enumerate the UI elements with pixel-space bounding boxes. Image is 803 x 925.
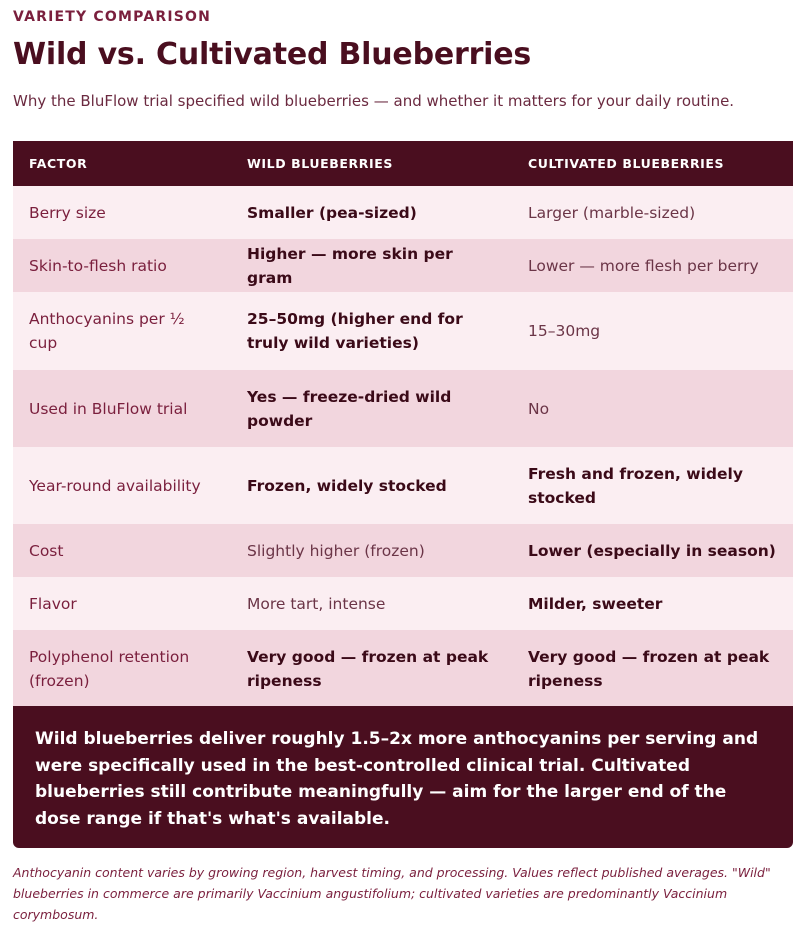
factor-cell: Flavor [13,577,231,630]
factor-cell: Year-round availability [13,447,231,524]
column-header-cultivated: CULTIVATED BLUEBERRIES [512,141,793,186]
section-eyebrow: VARIETY COMPARISON [13,9,212,25]
factor-cell: Polyphenol retention (frozen) [13,630,231,708]
cultivated-cell: No [512,370,793,447]
table-row [13,186,793,239]
column-header-factor: FACTOR [13,141,231,186]
cultivated-cell: Lower (especially in season) [512,524,793,577]
cultivated-cell: Very good — frozen at peak ripeness [512,630,793,708]
wild-cell: Slightly higher (frozen) [231,524,512,577]
table-row [13,239,793,292]
factor-cell: Berry size [13,186,231,239]
table-row [13,292,793,370]
column-header-wild: WILD BLUEBERRIES [231,141,512,186]
table-header [13,141,793,186]
page-title: Wild vs. Cultivated Blueberries [13,37,532,72]
table-header-row [13,141,793,186]
cultivated-cell: Larger (marble-sized) [512,186,793,239]
wild-cell: Smaller (pea-sized) [231,186,512,239]
table-row [13,370,793,447]
wild-cell: Yes — freeze-dried wild powder [231,370,512,447]
factor-cell: Skin-to-flesh ratio [13,239,231,292]
factor-cell: Anthocyanins per ½ cup [13,292,231,370]
summary-callout: Wild blueberries deliver roughly 1.5–2x more anthocyanins per serving and were specifically used in the best-controlled clinical trial. Cultivated blueberries still contribute meaningfully — aim for the larger end of the dose range if that's what's available. [13,706,793,848]
factor-cell: Cost [13,524,231,577]
wild-cell: Frozen, widely stocked [231,447,512,524]
cultivated-cell: Fresh and frozen, widely stocked [512,447,793,524]
table-row [13,447,793,524]
cultivated-cell: Lower — more flesh per berry [512,239,793,292]
wild-cell: Higher — more skin per gram [231,239,512,292]
table-row [13,524,793,577]
cultivated-cell: 15–30mg [512,292,793,370]
footnote: Anthocyanin content varies by growing region, harvest timing, and processing. Values reflect published averages. "Wild" blueberries in commerce are primarily Vaccinium angustifolium; cultivated varieties are predominantly Vaccinium corymbosum. [13,865,771,922]
wild-cell: More tart, intense [231,577,512,630]
factor-cell: Used in BluFlow trial [13,370,231,447]
table-row [13,630,793,708]
table-row [13,577,793,630]
wild-cell: 25–50mg (higher end for truly wild varieties) [231,292,512,370]
wild-cell: Very good — frozen at peak ripeness [231,630,512,708]
page-subtitle: Why the BluFlow trial specified wild blueberries — and whether it matters for your daily routine. [13,92,735,110]
comparison-table [13,141,793,708]
table-body [13,186,793,708]
cultivated-cell: Milder, sweeter [512,577,793,630]
